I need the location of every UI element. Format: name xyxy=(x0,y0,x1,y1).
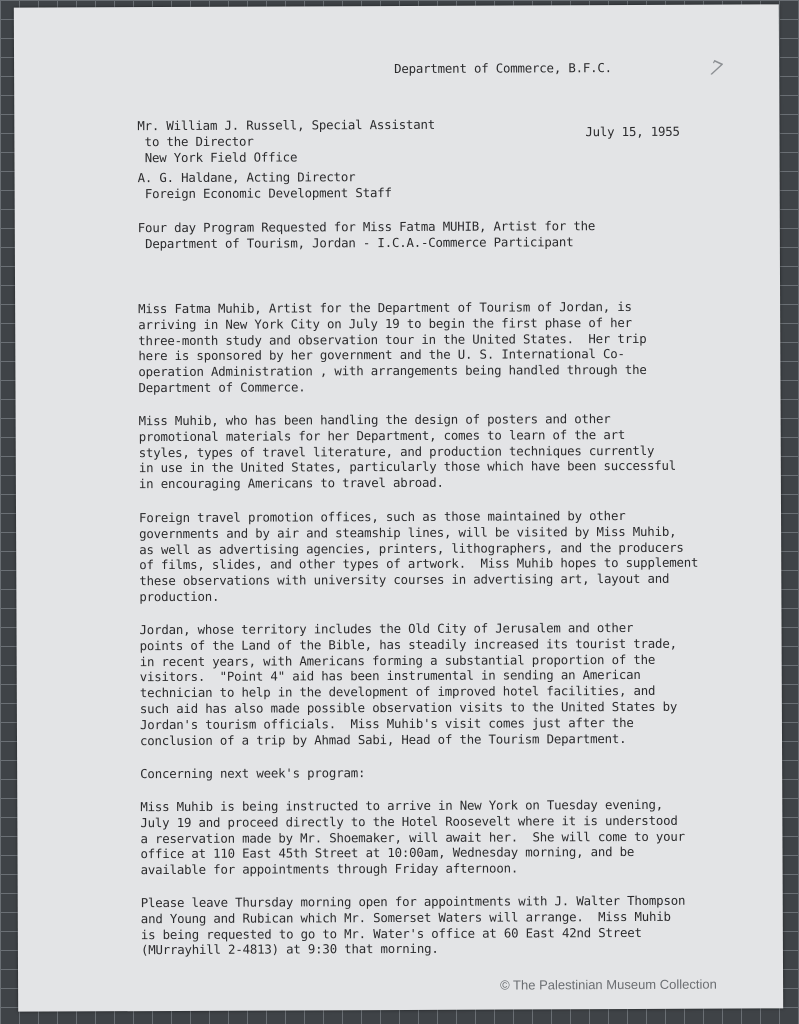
subject-line: Four day Program Requested for Miss Fatma MUHIB, Artist for the xyxy=(137,218,596,236)
body-paragraph: Please leave Thursday morning open for appointments with J. Walter Thompson and Young and Rubican which Mr. Somerset Waters will arrange. Miss Muhib is being requested to go to Mr. Water's office at 60 East 42nd Street (MUrrayhill 2-4813) at 9:30 that morning. xyxy=(140,892,686,958)
letterhead: Department of Commerce, B.F.C. xyxy=(394,60,612,77)
addressee-line: Mr. William J. Russell, Special Assistant xyxy=(137,116,436,134)
addressee-line: New York Field Office xyxy=(137,149,298,166)
collection-watermark: © The Palestinian Museum Collection xyxy=(500,976,717,993)
subject-line: Department of Tourism, Jordan - I.C.A.-Commerce Participant xyxy=(137,234,574,252)
letter-date: July 15, 1955 xyxy=(585,123,680,140)
body-paragraph: Miss Muhib is being instructed to arrive in New York on Tuesday evening, July 19 and proceed directly to the Hotel Roosevelt where it is understood a reservation made by Mr. Shoemaker, will await her. She will come to your office at 110 East 45th Street at 10:00am, Wednesday morning, and be available for appointments through Friday afternoon. xyxy=(140,796,685,878)
body-paragraph: Jordan, whose territory includes the Old City of Jerusalem and other points of the Land of the Bible, has steadily increased its tourist trade, in recent years, with Americans forming a substantial proportion of the visitors. "Point 4" aid has been instrumental in sending an American technician to help in the development of improved hotel facilities, and such aid has also made possible observation visits to the United States by Jordan's tourism officials. Miss Muhib's visit comes just after the conclusion of a trip by Ahmad Sabi, Head of the Tourism Department. xyxy=(139,619,678,748)
sender-line: Foreign Economic Development Staff xyxy=(137,185,392,202)
body-paragraph: Miss Fatma Muhib, Artist for the Department of Tourism of Jordan, is arriving in New York City on July 19 to begin the first phase of her three-month study and observation tour in the United States. Her trip here is sponsored by her government and the U. S. International Co- operation Administration , with arrangements being handled through the Department of Commerce. xyxy=(138,298,647,396)
document-page xyxy=(14,4,783,1011)
sender-line: A. G. Haldane, Acting Director xyxy=(137,169,356,186)
body-paragraph: Miss Muhib, who has been handling the design of posters and other promotional materials for her Department, comes to learn of the art styles, types of travel literature, and production techniques currently in use in the United States, particularly those which have been successful in encouraging Americans to travel abroad. xyxy=(138,411,677,492)
body-paragraph: Concerning next week's program: xyxy=(140,765,366,782)
handwritten-mark: 7 xyxy=(704,55,727,83)
addressee-line: to the Director xyxy=(137,133,254,150)
body-paragraph: Foreign travel promotion offices, such as those maintained by other governments and by air and steamship lines, will be visited by Miss Muhib, as well as advertising agencies, printers, lithographers, and the producers of films, slides, and other types of artwork. Miss Muhib hopes to supplement these observations with university courses in advertising art, layout and production. xyxy=(139,508,699,605)
